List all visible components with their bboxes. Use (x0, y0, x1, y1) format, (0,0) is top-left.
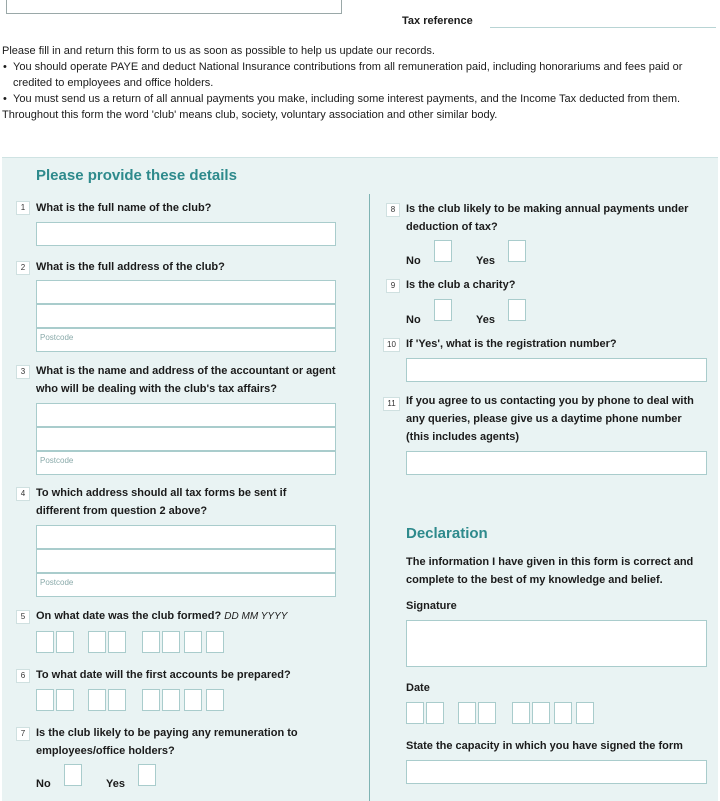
tax-forms-address-line-1[interactable] (36, 525, 336, 549)
intro-line: Please fill in and return this form to us as soon as possible to help us update our records. (2, 45, 435, 57)
question-number: 8 (386, 203, 400, 217)
agent-postcode-field[interactable] (36, 451, 336, 475)
accounts-year-digit-4[interactable] (206, 689, 224, 711)
registration-number-field[interactable] (406, 358, 707, 382)
question-text: To which address should all tax forms be sent if different from question 2 above? (36, 487, 287, 517)
formed-year-digit-2[interactable] (162, 631, 180, 653)
accounts-month-digit-1[interactable] (88, 689, 106, 711)
intro-bullet-text: You should operate PAYE and deduct National Insurance contributions from all remuneration paid, including honorariums and fees paid or credited to employees and office holders. (13, 61, 683, 89)
question-number: 2 (16, 261, 30, 275)
signed-year-digit-2[interactable] (532, 702, 550, 724)
no-label: No (406, 255, 421, 267)
agent-address-line-2[interactable] (36, 427, 336, 451)
club-postcode-field[interactable] (36, 328, 336, 352)
question-text: What is the full name of the club? (36, 202, 212, 214)
signature-field[interactable] (406, 620, 707, 667)
signed-day-digit-1[interactable] (406, 702, 424, 724)
question-text: If 'Yes', what is the registration number? (406, 338, 617, 350)
intro-club-definition: Throughout this form the word 'club' means club, society, voluntary association and other similar body. (2, 109, 498, 121)
formed-day-digit-2[interactable] (56, 631, 74, 653)
accounts-year-digit-3[interactable] (184, 689, 202, 711)
tax-reference-field[interactable] (490, 27, 716, 28)
bullet-icon: • (3, 61, 7, 73)
accounts-year-digit-2[interactable] (162, 689, 180, 711)
yes-label: Yes (476, 314, 495, 326)
formed-month-digit-2[interactable] (108, 631, 126, 653)
question-number: 11 (383, 397, 400, 411)
signed-year-digit-4[interactable] (576, 702, 594, 724)
no-label: No (36, 778, 51, 790)
accounts-month-digit-2[interactable] (108, 689, 126, 711)
club-address-line-2[interactable] (36, 304, 336, 328)
capacity-field[interactable] (406, 760, 707, 784)
formed-day-digit-1[interactable] (36, 631, 54, 653)
signed-month-digit-2[interactable] (478, 702, 496, 724)
postcode-placeholder: Postcode (40, 333, 74, 342)
postcode-placeholder: Postcode (40, 456, 74, 465)
question-text: To what date will the first accounts be prepared? (36, 669, 291, 681)
formed-year-digit-1[interactable] (142, 631, 160, 653)
date-format-hint: DD MM YYYY (224, 611, 288, 622)
question-text: What is the name and address of the accountant or agent who will be dealing with the club's tax affairs? (36, 365, 336, 395)
yes-label: Yes (476, 255, 495, 267)
accounts-year-digit-1[interactable] (142, 689, 160, 711)
intro-section (2, 43, 717, 123)
column-divider (369, 194, 370, 801)
question-number: 4 (16, 487, 30, 501)
signed-year-digit-1[interactable] (512, 702, 530, 724)
postcode-placeholder: Postcode (40, 578, 74, 587)
tax-forms-postcode-field[interactable] (36, 573, 336, 597)
intro-bullet-list (2, 59, 717, 107)
charity-yes-checkbox[interactable] (508, 299, 526, 321)
formed-year-digit-4[interactable] (206, 631, 224, 653)
question-number: 10 (383, 338, 400, 352)
signature-label: Signature (406, 600, 457, 612)
intro-bullet-return (2, 91, 717, 107)
question-number: 9 (386, 279, 400, 293)
question-number: 6 (16, 669, 30, 683)
formed-month-digit-1[interactable] (88, 631, 106, 653)
annual-payments-yes-checkbox[interactable] (508, 240, 526, 262)
question-number: 1 (16, 201, 30, 215)
remuneration-yes-checkbox[interactable] (138, 764, 156, 786)
question-number: 7 (16, 727, 30, 741)
question-number: 3 (16, 365, 30, 379)
signed-month-digit-1[interactable] (458, 702, 476, 724)
question-text-label: On what date was the club formed? (36, 610, 222, 622)
bullet-icon: • (3, 93, 7, 105)
tax-reference-label: Tax reference (402, 15, 473, 27)
question-text: Is the club likely to be paying any remuneration to employees/office holders? (36, 727, 298, 757)
formed-year-digit-3[interactable] (184, 631, 202, 653)
accounts-day-digit-2[interactable] (56, 689, 74, 711)
question-text: What is the full address of the club? (36, 261, 225, 273)
top-box-outline (6, 0, 342, 14)
capacity-label: State the capacity in which you have signed the form (406, 740, 683, 752)
question-text (36, 607, 356, 626)
remuneration-no-checkbox[interactable] (64, 764, 82, 786)
intro-bullet-text: You must send us a return of all annual payments you make, including some interest payments, and the Income Tax deducted from them. (13, 93, 681, 105)
club-address-line-1[interactable] (36, 280, 336, 304)
date-label: Date (406, 682, 430, 694)
yes-label: Yes (106, 778, 125, 790)
declaration-heading: Declaration (406, 525, 488, 542)
phone-number-field[interactable] (406, 451, 707, 475)
no-label: No (406, 314, 421, 326)
question-text: Is the club a charity? (406, 279, 516, 291)
question-text: Is the club likely to be making annual payments under deduction of tax? (406, 203, 689, 233)
agent-address-line-1[interactable] (36, 403, 336, 427)
signed-day-digit-2[interactable] (426, 702, 444, 724)
tax-forms-address-line-2[interactable] (36, 549, 336, 573)
details-heading: Please provide these details (36, 167, 237, 184)
intro-bullet-paye (2, 59, 717, 91)
declaration-text: The information I have given in this form is correct and complete to the best of my knowledge and belief. (406, 556, 694, 586)
question-number: 5 (16, 610, 30, 624)
accounts-day-digit-1[interactable] (36, 689, 54, 711)
signed-year-digit-3[interactable] (554, 702, 572, 724)
club-name-field[interactable] (36, 222, 336, 246)
charity-no-checkbox[interactable] (434, 299, 452, 321)
annual-payments-no-checkbox[interactable] (434, 240, 452, 262)
question-text: If you agree to us contacting you by phone to deal with any queries, please give us a daytime phone number (this includes agents) (406, 395, 694, 443)
